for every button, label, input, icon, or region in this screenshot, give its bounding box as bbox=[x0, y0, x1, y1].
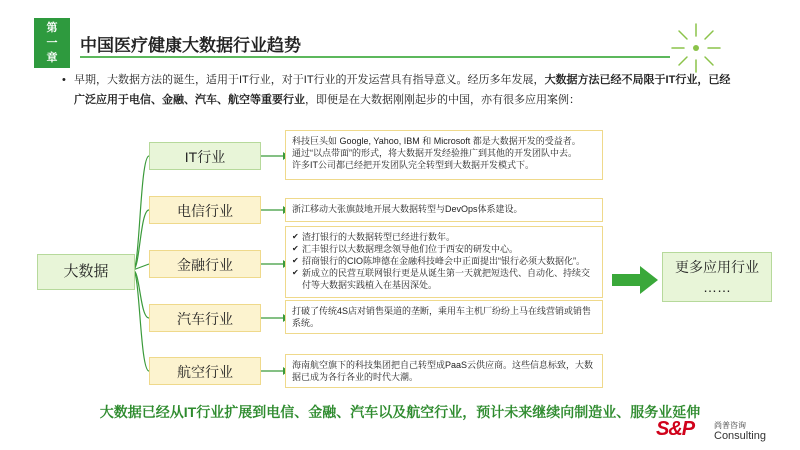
list-item: ✔ 渣打银行的大数据转型已经进行数年。 bbox=[292, 231, 596, 243]
big-data-node: 大数据 bbox=[37, 254, 135, 290]
page-title: 中国医疗健康大数据行业趋势 bbox=[80, 36, 301, 55]
list-item: ✔ 新成立的民营互联网银行更是从诞生第一天就把短迭代、自动化、持续交付等大数据实践植入在基因深处。 bbox=[292, 267, 596, 291]
chapter-tag: 第 一 章 bbox=[34, 18, 70, 68]
list-item: ✔ 招商银行的CIO陈坤德在金融科技峰会中正面提出“银行必须大数据化”。 bbox=[292, 255, 596, 267]
desc-auto: 打破了传统4S店对销售渠道的垄断，乘用车主机厂纷纷上马在线营销或销售系统。 bbox=[285, 300, 603, 334]
industry-it: IT行业 bbox=[149, 142, 261, 170]
desc-aviation: 海南航空旗下的科技集团把自己转型成PaaS云供应商。这些信息标致，大数据已成为各行各业的时代大潮。 bbox=[285, 354, 603, 388]
industry-finance: 金融行业 bbox=[149, 250, 261, 278]
logo: S&P 尚普咨询 Consulting bbox=[656, 418, 766, 442]
industry-aviation: 航空行业 bbox=[149, 357, 261, 385]
desc-it: 科技巨头如 Google, Yahoo, IBM 和 Microsoft 都是大数据开发的受益者。 通过“以点带面”的形式，将大数据开发经验推广到其他的开发团队中去。 许多IT公司都已经把开发团队完全转型到大数据开发模式下。 bbox=[285, 130, 603, 180]
desc-telecom: 浙江移动大张旗鼓地开展大数据转型与DevOps体系建设。 bbox=[285, 198, 603, 222]
industry-telecom: 电信行业 bbox=[149, 196, 261, 224]
intro-paragraph: • 早期，大数据方法的诞生，适用于IT行业，对于IT行业的开发运营具有指导意义。经历多年发展，大数据方法已经不局限于IT行业，已经广泛应用于电信、金融、汽车、航空等重要行业，即便是在大数据刚刚起步的中国，亦有很多应用案例： bbox=[62, 74, 731, 106]
summary-text: 大数据已经从IT行业扩展到电信、金融、汽车以及航空行业，预计未来继续向制造业、服务业延伸 bbox=[99, 404, 701, 420]
industry-auto: 汽车行业 bbox=[149, 304, 261, 332]
list-item: ✔ 汇丰银行以大数据理念领导他们位于西安的研发中心。 bbox=[292, 243, 596, 255]
desc-finance bbox=[285, 226, 603, 298]
arrow-right-icon bbox=[612, 266, 658, 294]
more-industries-node: 更多应用行业 …… bbox=[662, 252, 772, 302]
